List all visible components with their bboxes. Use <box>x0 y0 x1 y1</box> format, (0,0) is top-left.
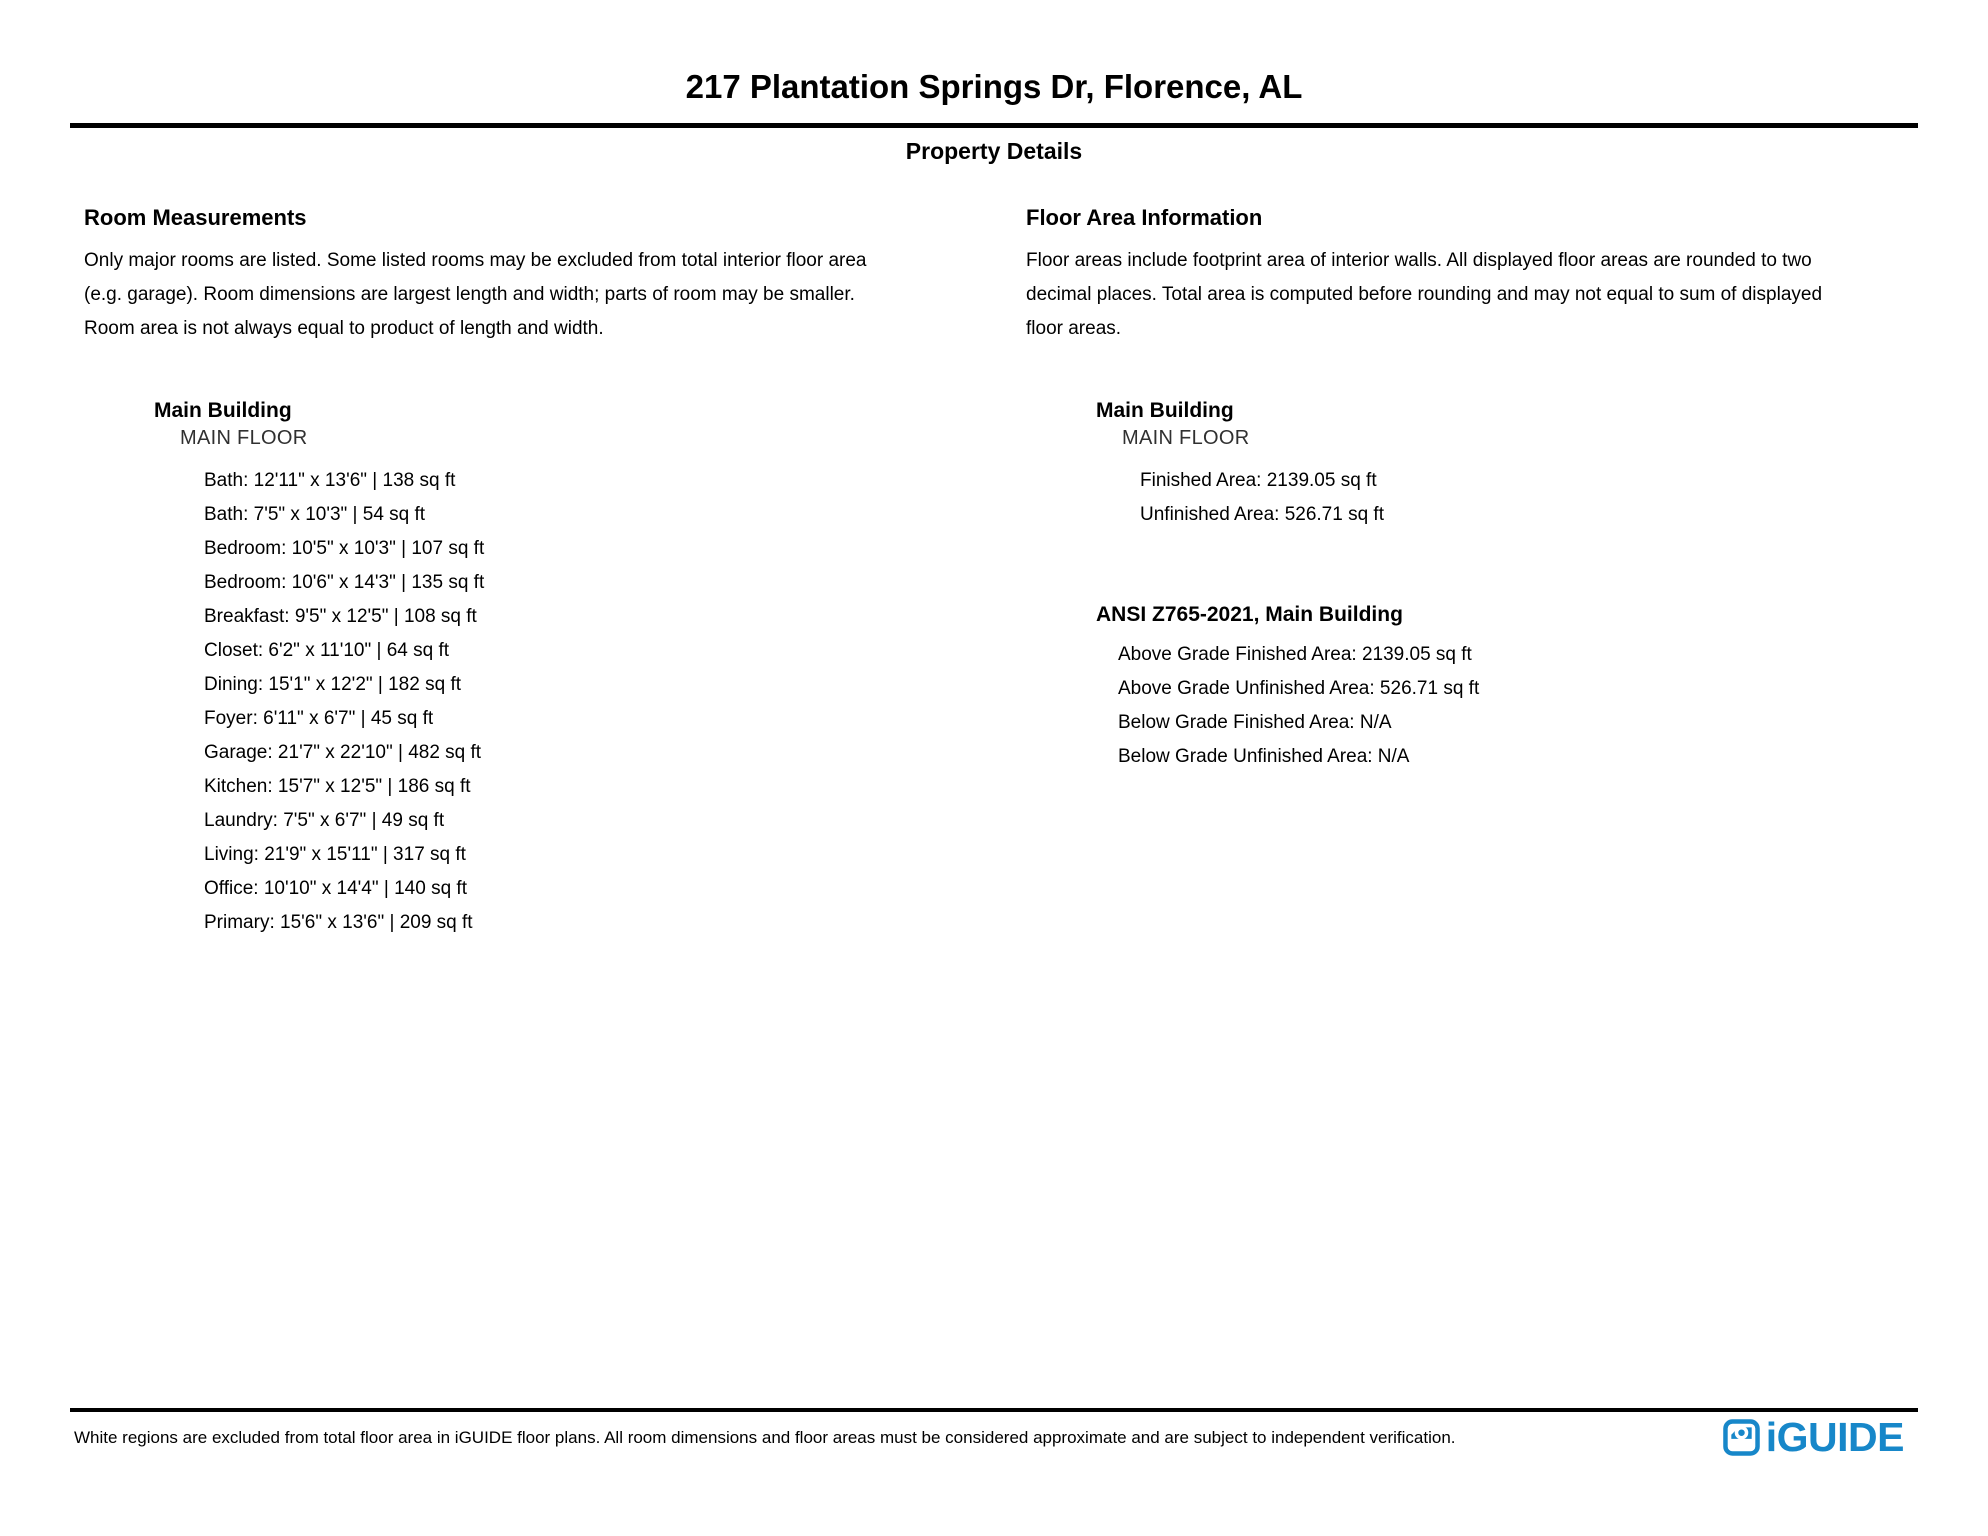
footer-disclaimer: White regions are excluded from total floor area in iGUIDE floor plans. All room dimensions and floor areas must be considered approximate and are subject to independent verification. <box>74 1428 1456 1447</box>
page-title: 217 Plantation Springs Dr, Florence, AL <box>685 68 1303 105</box>
room-item: Bedroom: 10'5" x 10'3" | 107 sq ft <box>204 538 485 559</box>
building-name: Main Building <box>1096 399 1234 422</box>
floor-area-item: Finished Area: 2139.05 sq ft <box>1140 470 1377 491</box>
description-line: decimal places. Total area is computed before rounding and may not equal to sum of displayed <box>1026 284 1823 305</box>
room-item: Office: 10'10" x 14'4" | 140 sq ft <box>204 878 467 899</box>
room-item: Closet: 6'2" x 11'10" | 64 sq ft <box>204 640 450 661</box>
description-line: floor areas. <box>1026 318 1122 339</box>
floor-name: MAIN FLOOR <box>180 427 308 449</box>
room-measurements-heading: Room Measurements <box>84 205 307 230</box>
description-line: Floor areas include footprint area of interior walls. All displayed floor areas are rounded to two <box>1026 250 1812 271</box>
room-item: Breakfast: 9'5" x 12'5" | 108 sq ft <box>204 606 477 627</box>
room-item: Foyer: 6'11" x 6'7" | 45 sq ft <box>204 708 434 729</box>
room-item: Laundry: 7'5" x 6'7" | 49 sq ft <box>204 810 445 831</box>
room-item: Bedroom: 10'6" x 14'3" | 135 sq ft <box>204 572 485 593</box>
floor-area-list <box>1026 464 1931 532</box>
room-measurements-description <box>84 244 999 346</box>
room-item: Living: 21'9" x 15'11" | 317 sq ft <box>204 844 466 865</box>
room-item: Bath: 7'5" x 10'3" | 54 sq ft <box>204 504 426 525</box>
room-item: Primary: 15'6" x 13'6" | 209 sq ft <box>204 912 473 933</box>
footer-divider <box>70 1408 1918 1412</box>
room-item: Kitchen: 15'7" x 12'5" | 186 sq ft <box>204 776 471 797</box>
ansi-heading: ANSI Z765-2021, Main Building <box>1096 603 1403 626</box>
room-item: Dining: 15'1" x 12'2" | 182 sq ft <box>204 674 462 695</box>
ansi-item: Above Grade Unfinished Area: 526.71 sq ft <box>1118 678 1480 699</box>
floor-name: MAIN FLOOR <box>1122 427 1250 449</box>
floor-area-item: Unfinished Area: 526.71 sq ft <box>1140 504 1384 525</box>
ansi-item: Below Grade Unfinished Area: N/A <box>1118 746 1410 767</box>
room-item: Garage: 21'7" x 22'10" | 482 sq ft <box>204 742 482 763</box>
ansi-item: Below Grade Finished Area: N/A <box>1118 712 1392 733</box>
camera-icon <box>1723 1419 1760 1456</box>
floor-area-description <box>1026 244 1931 346</box>
description-line: (e.g. garage). Room dimensions are largest length and width; parts of room may be smaller. <box>84 284 855 305</box>
floor-area-heading: Floor Area Information <box>1026 205 1263 230</box>
title-divider <box>70 123 1918 128</box>
ansi-list <box>1026 638 1931 774</box>
ansi-item: Above Grade Finished Area: 2139.05 sq ft <box>1118 644 1472 665</box>
iguide-logo <box>1723 1414 1904 1460</box>
room-measurements-section <box>84 206 999 940</box>
description-line: Room area is not always equal to product of length and width. <box>84 318 604 339</box>
page-subtitle: Property Details <box>905 138 1083 164</box>
description-line: Only major rooms are listed. Some listed rooms may be excluded from total interior floor area <box>84 250 867 271</box>
building-name: Main Building <box>154 399 292 422</box>
room-list <box>84 464 999 940</box>
room-item: Bath: 12'11" x 13'6" | 138 sq ft <box>204 470 456 491</box>
floor-area-section <box>1026 206 1931 774</box>
iguide-logo-text: iGUIDE <box>1765 1414 1904 1460</box>
